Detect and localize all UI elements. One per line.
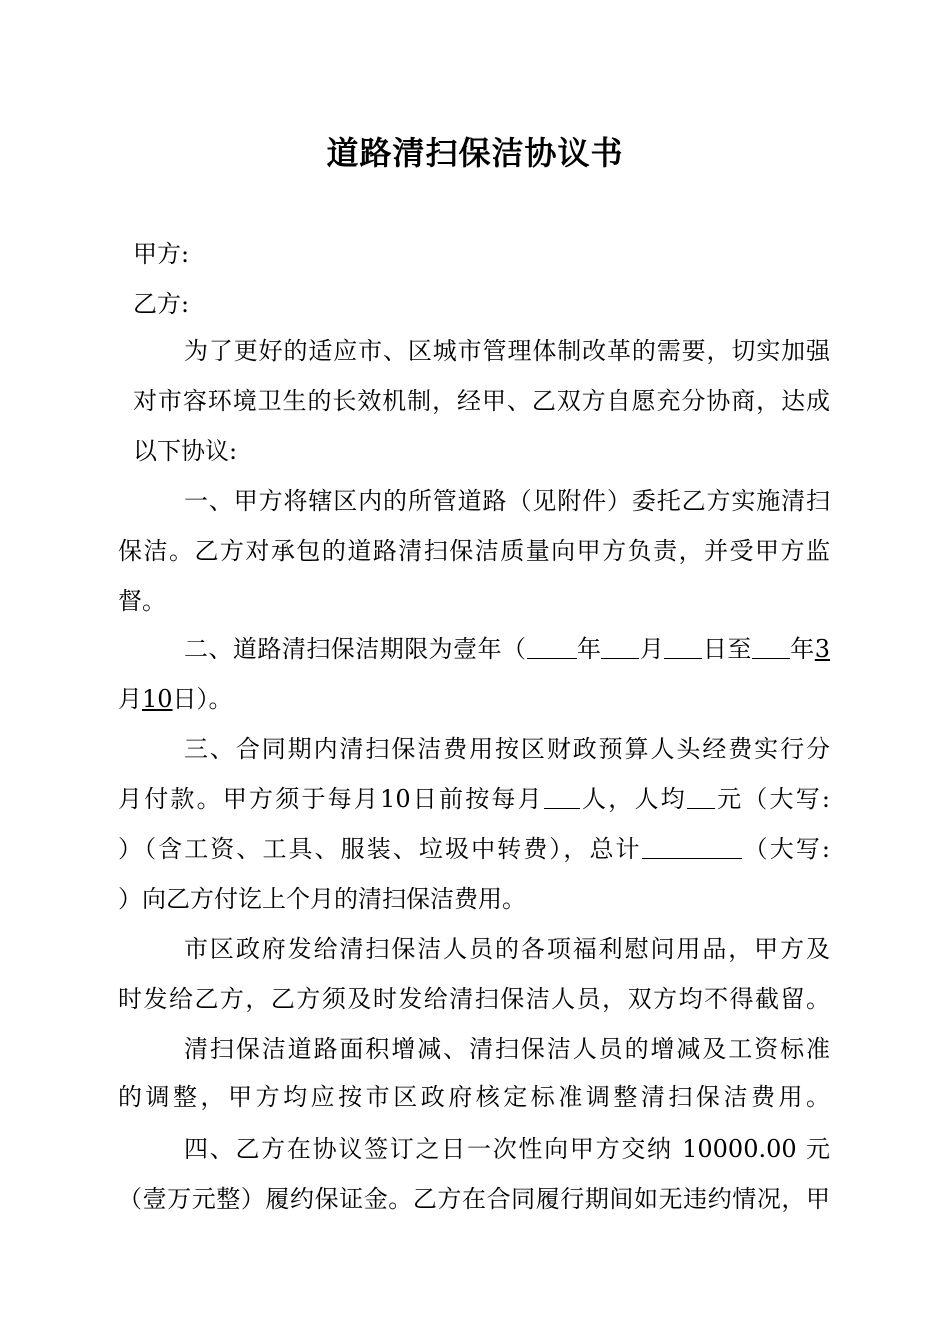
- clause2-text: 月: [118, 685, 142, 713]
- clause3-text: 人，人均: [579, 785, 687, 813]
- clause3-line: 三、合同期内清扫保洁费用按区财政预算人头经费实行分: [184, 735, 830, 763]
- clause2-text: 日）。: [172, 685, 233, 713]
- clause2-line: [184, 634, 830, 664]
- blank-field: [687, 786, 715, 809]
- adjust-line: 清扫保洁道路面积增减、清扫保洁人员的增减及工资标准: [184, 1035, 830, 1063]
- clause2-text: 年: [576, 635, 602, 663]
- clause2-text: 年: [789, 635, 815, 663]
- preamble-line: 为了更好的适应市、区城市管理体制改革的需要，切实加强: [184, 337, 830, 365]
- blank-field: [642, 836, 742, 859]
- clause3-line: ）向乙方付讫上个月的清扫保洁费用。: [118, 885, 526, 913]
- clause3-line: [118, 784, 830, 814]
- party-b-label: 乙方:: [133, 290, 190, 318]
- clause3-line: [118, 834, 830, 864]
- clause1-line: 督。: [118, 587, 166, 615]
- clause4-line: （壹万元整）履约保证金。乙方在合同履行期间如无违约情况，甲: [118, 1185, 830, 1213]
- blank-field: [752, 636, 790, 659]
- clause2-text: 月: [639, 635, 665, 663]
- clause1-line: 一、甲方将辖区内的所管道路（见附件）委托乙方实施清扫: [184, 487, 830, 515]
- adjust-line: 的调整，甲方均应按市区政府核定标准调整清扫保洁费用。: [118, 1083, 830, 1111]
- clause3-text: 月付款。甲方须于每月10日前按每月: [118, 785, 544, 813]
- end-month-value: 3: [814, 635, 831, 663]
- preamble-line: 对市容环境卫生的长效机制，经甲、乙双方自愿充分协商，达成: [133, 387, 830, 415]
- preamble-line: 以下协议:: [133, 437, 238, 465]
- clause2-text: 日至: [702, 635, 752, 663]
- clause3-text: ）（含工资、工具、服装、垃圾中转费），总计: [118, 835, 642, 863]
- blank-field: [664, 636, 702, 659]
- blank-field: [601, 636, 639, 659]
- clause2-text: 二、道路清扫保洁期限为壹年（: [184, 635, 527, 663]
- blank-field: [527, 636, 577, 659]
- blank-field: [544, 786, 580, 809]
- clause3-text: 元（大写:: [714, 785, 830, 813]
- end-day-value: 10: [142, 685, 173, 713]
- clause1-line: 保洁。乙方对承包的道路清扫保洁质量向甲方负责，并受甲方监: [118, 537, 830, 565]
- welfare-line: 时发给乙方，乙方须及时发给清扫保洁人员，双方均不得截留。: [118, 985, 830, 1013]
- clause4-line: 四、乙方在协议签订之日一次性向甲方交纳 10000.00 元: [184, 1135, 830, 1163]
- document-title: 道路清扫保洁协议书: [326, 134, 624, 172]
- clause2-line: [118, 684, 830, 714]
- welfare-line: 市区政府发给清扫保洁人员的各项福利慰问用品，甲方及: [184, 935, 830, 963]
- clause3-text: （大写:: [741, 835, 831, 863]
- party-a-label: 甲方:: [133, 240, 190, 268]
